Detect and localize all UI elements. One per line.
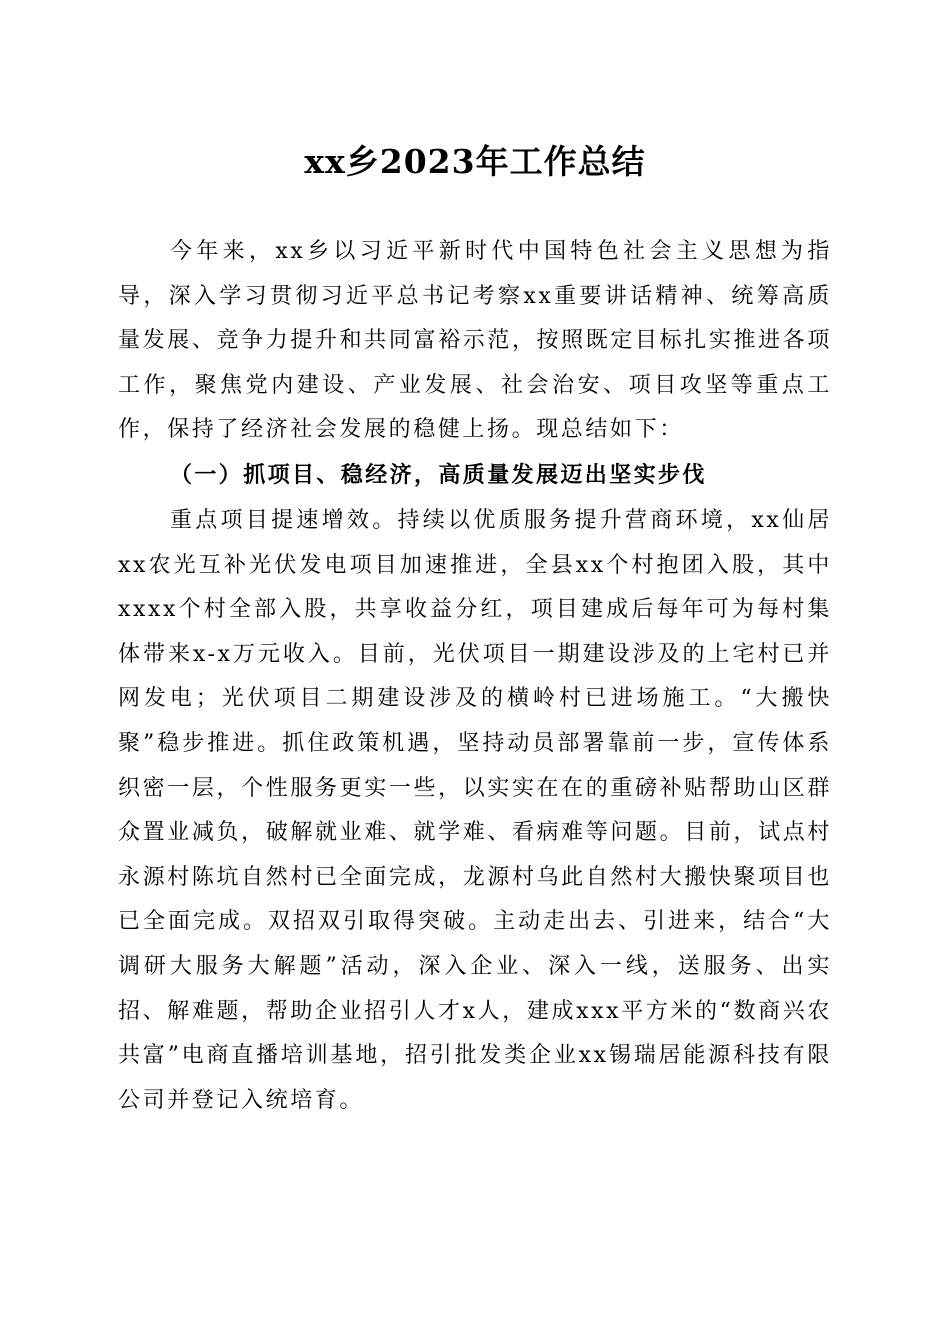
section-heading: （一）抓项目、稳经济，高质量发展迈出坚实步伐 (170, 462, 707, 488)
section-body-paragraph: 重点项目提速增效。持续以优质服务提升营商环境，xx仙居xx农光互补光伏发电项目加速推进，全县xx个村抱团入股，其中xxxx个村全部入股，共享收益分红，项目建成后每年可为每村集体带来x-x万元收入。目前，光伏项目一期建设涉及的上宅村已并网发电；光伏项目二期建设涉及的横岭村已进场施工。“大搬快聚”稳步推进。抓住政策机遇，坚持动员部署靠前一步，宣传体系织密一层，个性服务更实一些，以实实在在的重磅补贴帮助山区群众置业减负，破解就业难、就学难、看病难等问题。目前，试点村永源村陈坑自然村已全面完成，龙源村乌此自然村大搬快聚项目也已全面完成。双招双引取得突破。主动走出去、引进来，结合“大调研大服务大解题”活动，深入企业、深入一线，送服务、出实招、解难题，帮助企业招引人才x人，建成xxx平方米的“数商兴农共富”电商直播培训基地，招引批发类企业xx锡瑞居能源科技有限公司并登记入统培育。 (118, 508, 832, 1113)
document-title: xx乡2023年工作总结 (304, 142, 646, 181)
intro-paragraph: 今年来，xx乡以习近平新时代中国特色社会主义思想为指导，深入学习贯彻习近平总书记考察xx重要讲话精神、统筹高质量发展、竞争力提升和共同富裕示范，按照既定目标扎实推进各项工作，聚焦党内建设、产业发展、社会治安、项目攻坚等重点工作，保持了经济社会发展的稳健上扬。现总结如下： (118, 239, 832, 443)
document-page (118, 0, 832, 1344)
